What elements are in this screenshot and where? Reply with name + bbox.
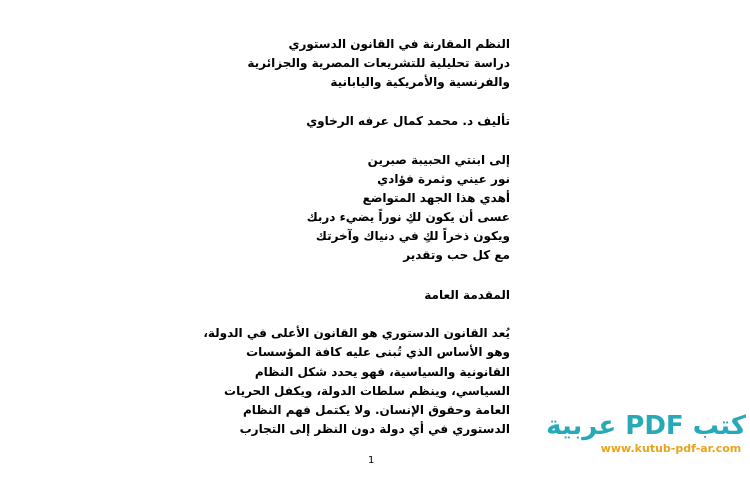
intro-line: وهو الأساس الذي تُبنى عليه كافة المؤسسات bbox=[246, 345, 510, 360]
author-text: تأليف د. محمد كمال عرفه الرخاوي bbox=[306, 114, 510, 128]
dedication bbox=[190, 151, 510, 265]
intro-line: السياسي، وينظم سلطات الدولة، ويكفل الحريات bbox=[224, 383, 510, 398]
intro-line: الدستوري في أي دولة دون النظر إلى التجارب bbox=[239, 422, 510, 437]
title-line: النظم المقارنة في القانون الدستوري bbox=[288, 37, 510, 51]
section-heading bbox=[190, 286, 510, 305]
dedication-line: عسى أن يكون لكِ نوراً يضيء دربك bbox=[306, 210, 510, 224]
intro-paragraph bbox=[190, 324, 510, 440]
section-heading-text: المقدمة العامة bbox=[424, 288, 510, 302]
intro-line: القانونية والسياسية، فهو يحدد شكل النظام bbox=[254, 364, 510, 379]
author-line bbox=[190, 112, 510, 131]
page-number: 1 bbox=[368, 455, 375, 466]
watermark-url: www.kutub-pdf-ar.com bbox=[600, 442, 742, 455]
intro-line: يُعد القانون الدستوري هو القانون الأعلى في الدولة، bbox=[203, 326, 510, 340]
dedication-line: نور عيني وثمرة فؤادي bbox=[377, 172, 510, 186]
book-title bbox=[190, 35, 510, 92]
dedication-line: مع كل حب وتقدير bbox=[403, 248, 510, 262]
watermark bbox=[546, 410, 746, 456]
dedication-line: إلى ابنتي الحبيبة صبرين bbox=[367, 153, 510, 167]
dedication-line: ويكون ذخراً لكِ في دنياك وآخرتك bbox=[315, 229, 510, 243]
watermark-logo: كتب PDF عربية bbox=[546, 411, 746, 441]
title-line: والفرنسية والأمريكية واليابانية bbox=[330, 75, 510, 89]
intro-line: العامة وحقوق الإنسان. ولا يكتمل فهم النظام bbox=[243, 403, 510, 418]
dedication-line: أهدي هذا الجهد المتواضع bbox=[362, 191, 510, 205]
title-line: دراسة تحليلية للتشريعات المصرية والجزائرية bbox=[247, 56, 510, 70]
